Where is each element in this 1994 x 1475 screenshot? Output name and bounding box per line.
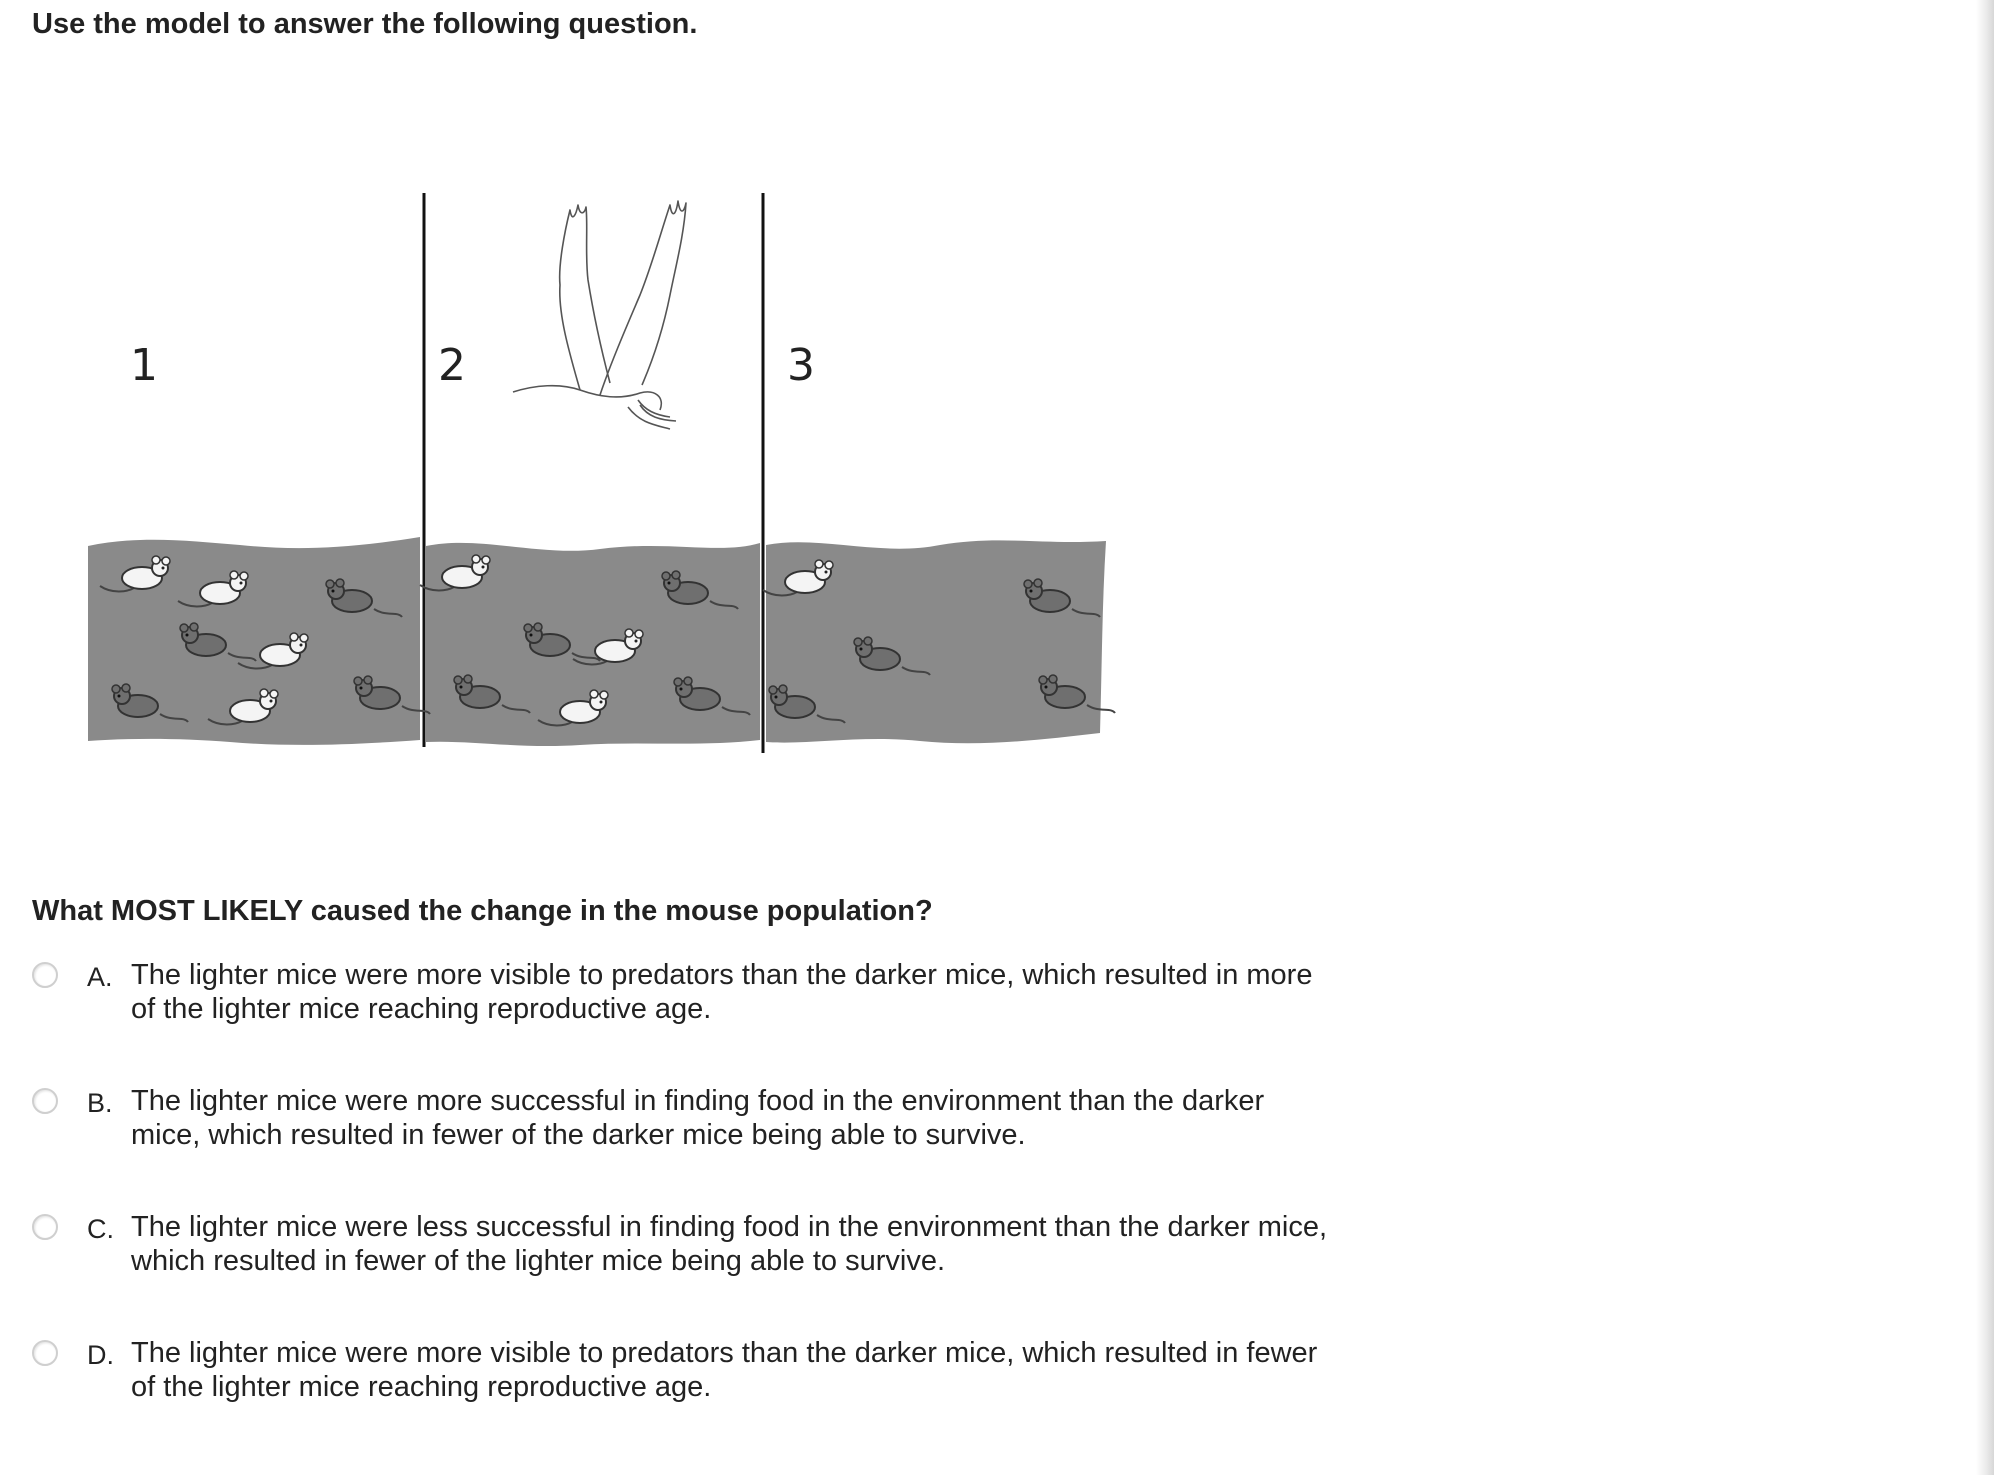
panel-label-3: 3 [787,340,815,391]
option-b-radio[interactable] [32,1088,58,1114]
answer-options [30,958,1330,1462]
option-d-text[interactable]: The lighter mice were more visible to predators than the darker mice, which resulted in fewer of the lighter mice reaching reproductive age. [131,1337,1318,1403]
option-a-radio[interactable] [32,962,58,988]
hawk-icon [513,201,686,429]
option-c[interactable] [30,1210,1330,1336]
panel-label-2: 2 [438,340,466,391]
page-scroll-edge [1976,0,1994,1475]
option-b[interactable] [30,1084,1330,1210]
option-a-text[interactable]: The lighter mice were more visible to predators than the darker mice, which resulted in more of the lighter mice reaching reproductive age. [131,959,1313,1025]
instruction-text: Use the model to answer the following question. [32,8,698,40]
option-a[interactable] [30,958,1330,1084]
option-c-letter: C. [87,1214,114,1244]
option-c-radio[interactable] [32,1214,58,1240]
mouse-population-model [80,185,1120,765]
option-c-text[interactable]: The lighter mice were less successful in finding food in the environment than the darker mice, which resulted in fewer of the lighter mice being able to survive. [131,1211,1328,1277]
option-b-text[interactable]: The lighter mice were more successful in finding food in the environment than the darker mice, which resulted in fewer of the darker mice being able to survive. [131,1085,1265,1151]
option-d-radio[interactable] [32,1340,58,1366]
panel-label-1: 1 [130,340,158,391]
option-a-letter: A. [87,962,113,992]
option-b-letter: B. [87,1088,113,1118]
option-d-letter: D. [87,1340,114,1370]
option-d[interactable] [30,1336,1330,1462]
question-text: What MOST LIKELY caused the change in the mouse population? [32,895,933,927]
